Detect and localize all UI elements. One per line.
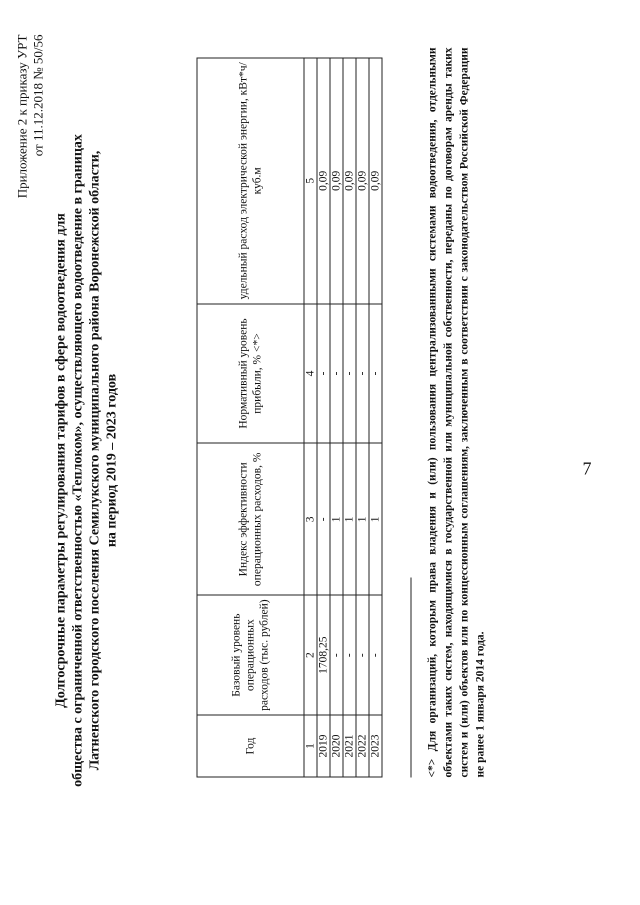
cell-year: 2022 xyxy=(356,715,369,777)
appendix-line-1: Приложение 2 к приказу УРТ xyxy=(14,34,29,198)
table-row xyxy=(330,58,343,777)
cell-energy-consumption: 0,09 xyxy=(330,58,343,304)
cell-energy-consumption: 0,09 xyxy=(317,58,330,304)
cell-base-opex: - xyxy=(356,595,369,715)
cell-profit-level: - xyxy=(317,303,330,443)
title-line-4: на период 2019 – 2023 годов xyxy=(104,373,119,547)
table-header-row xyxy=(197,58,304,777)
column-number: 3 xyxy=(304,443,317,595)
cell-efficiency-index: 1 xyxy=(369,443,382,595)
cell-profit-level: - xyxy=(356,303,369,443)
footnote: <*> Для организаций, которым права владения и (или) пользования централизованными системами водоотведения, отдельными объектами таких систем, находящимися в государственной или муниципальной собственности, переданы по договорам аренды таких систем и (или) объектов или по концессионным соглашениям, заключенным в соответствии с законодательством Российской Федерации не ранее 1 января 2014 года. xyxy=(426,47,486,777)
column-number: 4 xyxy=(304,303,317,443)
cell-year: 2023 xyxy=(369,715,382,777)
cell-energy-consumption: 0,09 xyxy=(356,58,369,304)
header-base-opex: Базовый уровень операционных расходов (тыс. рублей) xyxy=(197,595,304,715)
cell-base-opex: - xyxy=(343,595,356,715)
cell-energy-consumption: 0,09 xyxy=(369,58,382,304)
cell-base-opex: - xyxy=(330,595,343,715)
cell-base-opex: - xyxy=(369,595,382,715)
column-number: 5 xyxy=(304,58,317,304)
cell-efficiency-index: 1 xyxy=(330,443,343,595)
footnote-divider xyxy=(410,577,411,777)
cell-efficiency-index: 1 xyxy=(356,443,369,595)
cell-profit-level: - xyxy=(343,303,356,443)
table-row xyxy=(369,58,382,777)
parameters-table xyxy=(196,57,382,777)
cell-energy-consumption: 0,09 xyxy=(343,58,356,304)
header-energy-consumption: удельный расход электрической энергии, кВт*ч/куб.м xyxy=(197,58,304,304)
cell-efficiency-index: - xyxy=(317,443,330,595)
header-year: Год xyxy=(197,715,304,777)
cell-year: 2020 xyxy=(330,715,343,777)
header-profit-level: Нормативный уровень прибыли, % <*> xyxy=(197,303,304,443)
title-line-1: Долгосрочные параметры регулирования тарифов в сфере водоотведения для xyxy=(53,212,68,708)
column-number: 2 xyxy=(304,595,317,715)
header-efficiency-index: Индекс эффективности операционных расходов, % xyxy=(197,443,304,595)
cell-profit-level: - xyxy=(330,303,343,443)
column-numbers-row xyxy=(304,58,317,777)
cell-base-opex: 1708,25 xyxy=(317,595,330,715)
column-number: 1 xyxy=(304,715,317,777)
cell-profit-level: - xyxy=(369,303,382,443)
cell-year: 2021 xyxy=(343,715,356,777)
table-row xyxy=(317,58,330,777)
title-line-3: Латненского городского поселения Семилукского муниципального района Воронежской области, xyxy=(87,150,102,770)
page-number: 7 xyxy=(582,458,591,478)
appendix-reference xyxy=(14,34,46,198)
table-row xyxy=(343,58,356,777)
cell-efficiency-index: 1 xyxy=(343,443,356,595)
document-title xyxy=(52,115,120,805)
appendix-line-2: от 11.12.2018 № 50/56 xyxy=(30,34,45,156)
cell-year: 2019 xyxy=(317,715,330,777)
title-line-2: общества с ограниченной ответственностью «Теплоком», осуществляющего водоотведение в границах xyxy=(70,133,85,787)
table-row xyxy=(356,58,369,777)
